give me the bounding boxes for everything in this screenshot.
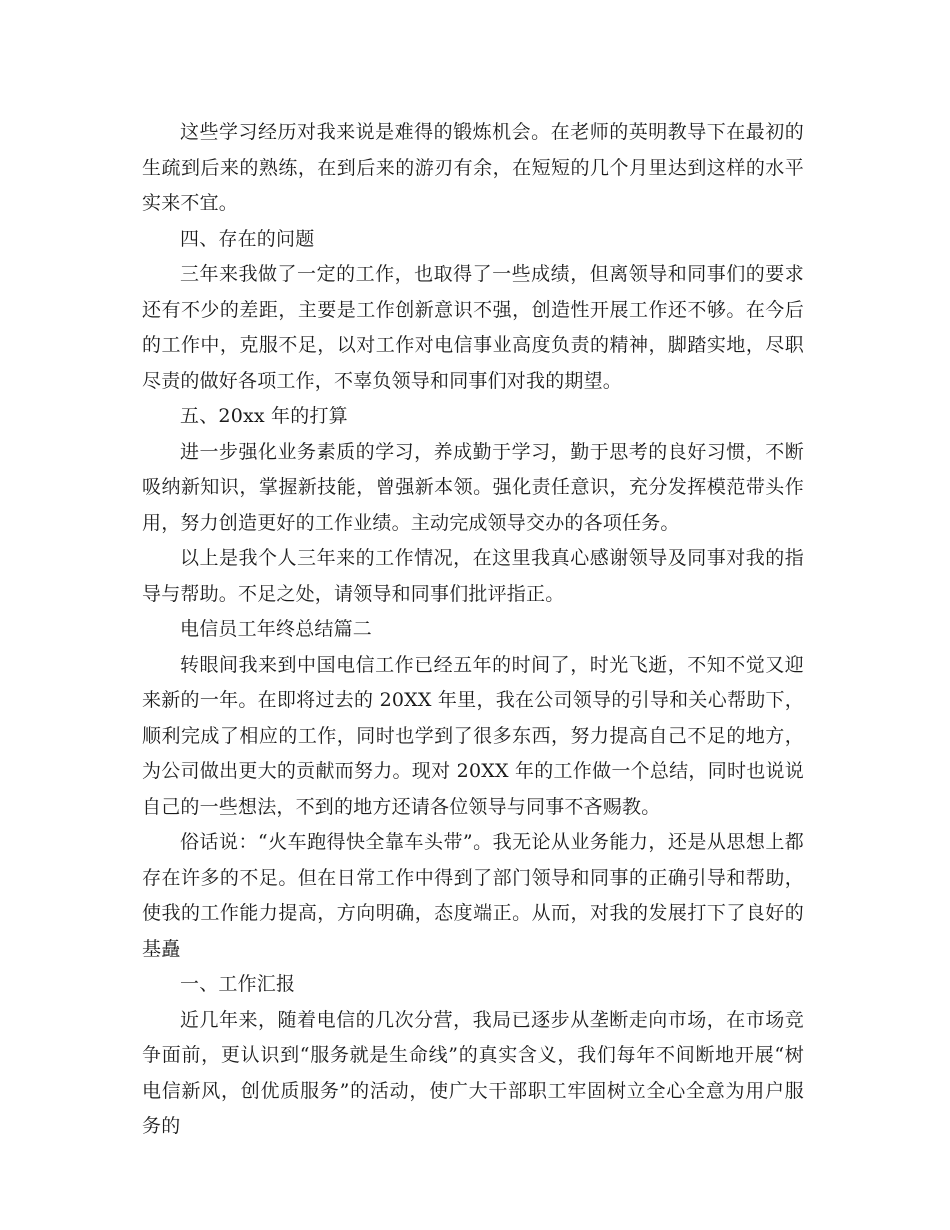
paragraph-saying: 俗话说：“火车跑得快全靠车头带”。我无论从业务能力，还是从思想上都存在许多的不足。但在日常工作中得到了部门领导和同事的正确引导和帮助，使我的工作能力提高，方向明确，态度端正。从而，对我的发展打下了良好的基矗: [142, 831, 804, 960]
paragraph-problems: 三年来我做了一定的工作，也取得了一些成绩，但离领导和同事们的要求还有不少的差距，主要是工作创新意识不强，创造性开展工作还不够。在今后的工作中，克服不足，以对工作对电信事业高度负责的精神，脚踏实地，尽职尽责的做好各项工作，不辜负领导和同事们对我的期望。: [142, 263, 804, 392]
paragraph-five-years: 转眼间我来到中国电信工作已经五年的时间了，时光飞逝，不知不觉又迎来新的一年。在即将过去的 20XX 年里，我在公司领导的引导和关心帮助下，顺利完成了相应的工作，同时也学到了很多东西，努力提高自己不足的地方，为公司做出更大的贡献而努力。现对 20XX 年的工作做一个总结，同时也说说自己的一些想法，不到的地方还请各位领导与同事不吝赐教。: [142, 653, 804, 818]
paragraph-market: 近几年来，随着电信的几次分营，我局已逐步从垄断走向市场，在市场竞争面前，更认识到“服务就是生命线”的真实含义，我们每年不间断地开展“树电信新风，创优质服务”的活动，使广大干部职工牢固树立全心全意为用户服务的: [142, 1008, 804, 1137]
heading-plans: 五、20xx 年的打算: [180, 405, 348, 427]
paragraph-plans: 进一步强化业务素质的学习，养成勤于学习，勤于思考的良好习惯，不断吸纳新知识，掌握新技能，曾强新本领。强化责任意识，充分发挥模范带头作用，努力创造更好的工作业绩。主动完成领导交办的各项任务。: [142, 440, 804, 534]
heading-section-two: 电信员工年终总结篇二: [180, 618, 373, 640]
document-body: [142, 115, 804, 1145]
paragraph-thanks: 以上是我个人三年来的工作情况，在这里我真心感谢领导及同事对我的指导与帮助。不足之处，请领导和同事们批评指正。: [142, 547, 804, 605]
heading-existing-problems: 四、存在的问题: [180, 227, 315, 250]
paragraph-learning-experience: 这些学习经历对我来说是难得的锻炼机会。在老师的英明教导下在最初的生疏到后来的熟练，在到后来的游刃有余，在短短的几个月里达到这样的水平实来不宜。: [142, 121, 804, 214]
heading-work-report: 一、工作汇报: [180, 973, 296, 995]
